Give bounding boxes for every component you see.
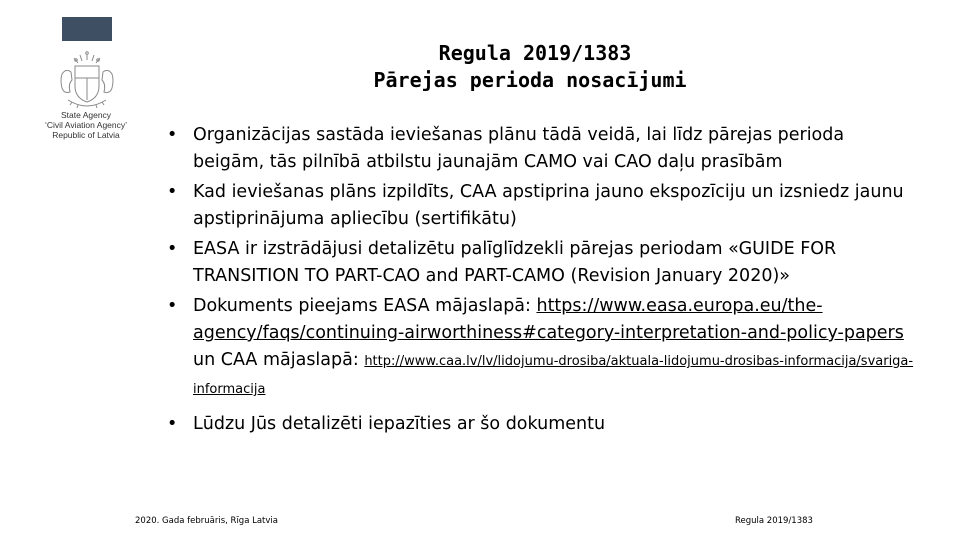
bullet-text: EASA ir izstrādājusi detalizētu palīglīdzekli pārejas periodam «GUIDE FOR TRANSITION TO PART-CAO and PART-CAMO (Revision January 2020)» bbox=[193, 239, 837, 286]
slide-title bbox=[290, 40, 770, 94]
agency-name bbox=[30, 110, 142, 140]
bullet-text: Organizācijas sastāda ieviešanas plānu tādā veidā, lai līdz pārejas perioda beigām, tās pilnībā atbilstu jaunajām CAMO vai CAO daļu prasībām bbox=[193, 125, 845, 172]
bullet-icon: • bbox=[167, 414, 178, 434]
bullet-item bbox=[165, 236, 915, 290]
bullet-item bbox=[165, 411, 915, 438]
bullet-text: Lūdzu Jūs detalizēti iepazīties ar šo dokumentu bbox=[193, 414, 606, 434]
bullet-item bbox=[165, 293, 915, 403]
bullet-icon: • bbox=[167, 239, 178, 259]
bullet-text-prefix: Dokuments pieejams EASA mājaslapā: bbox=[193, 296, 537, 316]
bullet-list bbox=[165, 122, 915, 438]
bullet-item bbox=[165, 122, 915, 176]
bullet-icon: • bbox=[167, 125, 178, 145]
agency-line: Republic of Latvia bbox=[52, 130, 120, 140]
caa-link[interactable]: http://www.caa.lv/lv/lidojumu-drosiba/aktuala-lidojumu-drosibas-informacija/svariga-informacija bbox=[193, 354, 914, 397]
easa-link[interactable]: https://www.easa.europa.eu/the-agency/faqs/continuing-airworthiness#category-interpretation-and-policy-papers bbox=[193, 296, 904, 343]
agency-line: ‘Civil Aviation Agency’ bbox=[44, 120, 128, 130]
logo-bar bbox=[62, 17, 112, 41]
bullet-icon: • bbox=[167, 182, 178, 202]
bullet-icon: • bbox=[167, 296, 178, 316]
title-line-2: Pārejas perioda nosacījumi bbox=[373, 68, 687, 92]
footer-title: Regula 2019/1383 bbox=[735, 516, 813, 526]
bullet-text-middle: un CAA mājaslapā: bbox=[193, 350, 365, 370]
bullet-item bbox=[165, 179, 915, 233]
footer-date: 2020. Gada februāris, Rīga Latvia bbox=[135, 516, 278, 526]
coat-of-arms-icon bbox=[54, 50, 120, 114]
title-line-1: Regula 2019/1383 bbox=[438, 41, 632, 65]
agency-line: State Agency bbox=[60, 110, 112, 120]
bullet-text: Kad ieviešanas plāns izpildīts, CAA apstiprina jauno ekspozīciju un izsniedz jaunu apstiprinājuma apliecību (sertifikātu) bbox=[193, 182, 904, 229]
